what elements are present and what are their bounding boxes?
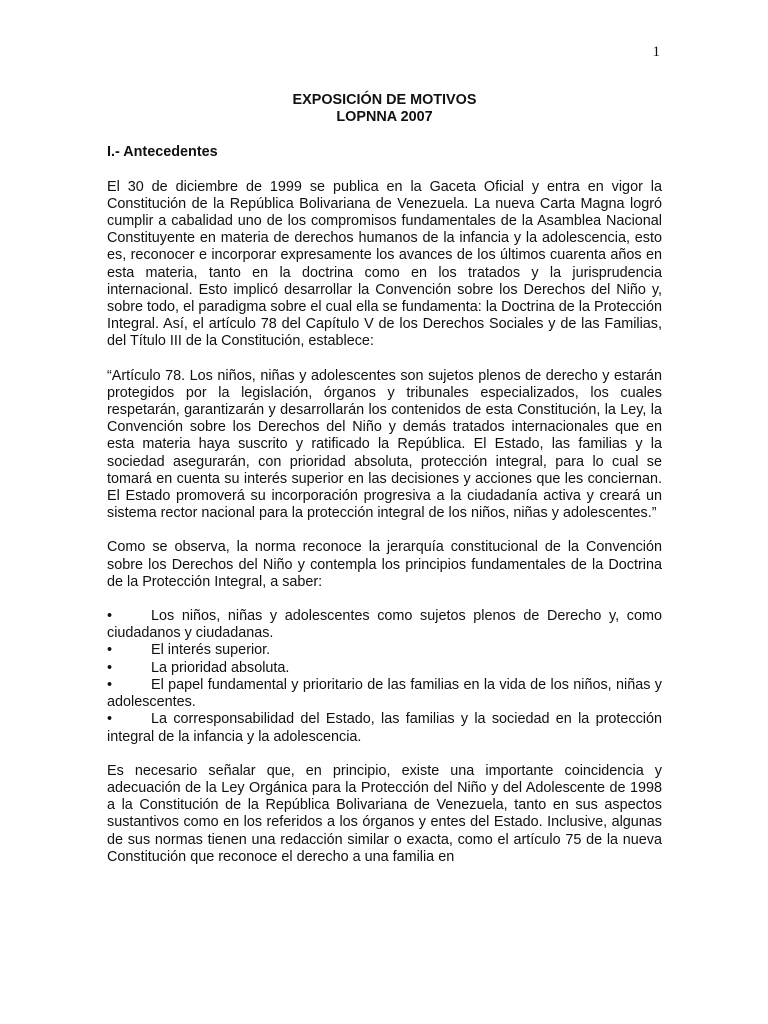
bullet-icon: • — [107, 642, 113, 659]
paragraph-closing: Es necesario señalar que, en principio, existe una importante coincidencia y adecuación de la Ley Orgánica para la Protección del Niño y del Adolescente de 1998 a la Constitución de la República Bolivariana de Venezuela, tanto en sus aspectos sustantivos como en los referidos a los órganos y entes del Estado. Inclusive, algunas de sus normas tienen una redacción similar o exacta, como el artículo 75 de la nueva Constitución que reconoce el derecho a una familia en — [107, 762, 662, 865]
list-item-text: Los niños, niñas y adolescentes como sujetos plenos de Derecho y, como ciudadanos y ciudadanas. — [107, 608, 662, 642]
document-subtitle: LOPNNA 2007 — [336, 109, 433, 126]
list-item-text: El interés superior. — [151, 642, 271, 659]
bullet-icon: • — [107, 711, 113, 728]
paragraph-intro: El 30 de diciembre de 1999 se publica en la Gaceta Oficial y entra en vigor la Constitución de la República Bolivariana de Venezuela. La nueva Carta Magna logró cumplir a cabalidad uno de los compromisos fundamentales de la Asamblea Nacional Constituyente en materia de derechos humanos de la infancia y la adolescencia, esto es, reconocer e incorporar expresamente los avances de los últimos cuarenta años en esta materia, tanto en la doctrina como en los tratados y la jurisprudencia internacional. Esto implicó desarrollar la Convención sobre los Derechos del Niño y, sobre todo, el paradigma sobre el cual ella se fundamenta: la Doctrina de la Protección Integral. Así, el artículo 78 del Capítulo V de los Derechos Sociales y de las Familias, del Título III de la Constitución, establece: — [107, 178, 662, 350]
paragraph-article-78-quote: “Artículo 78. Los niños, niñas y adolescentes son sujetos plenos de derecho y estarán protegidos por la legislación, órganos y tribunales especializados, los cuales respetarán, garantizarán y desarrollarán los contenidos de esta Constitución, la Ley, la Convención sobre los Derechos del Niño y demás tratados internacionales que en esta materia haya suscrito y ratificado la República. El Estado, las familias y la sociedad asegurarán, con prioridad absoluta, protección integral, para lo cual se tomará en cuenta su interés superior en las decisiones y acciones que les conciernan. El Estado promoverá su incorporación progresiva a la ciudadanía activa y creará un sistema rector nacional para la protección integral de los niños, niñas y adolescentes.” — [107, 367, 662, 522]
bullet-icon: • — [107, 659, 113, 676]
document-title: EXPOSICIÓN DE MOTIVOS — [292, 92, 477, 108]
list-item-text: La corresponsabilidad del Estado, las familias y la sociedad en la protección integral de la infancia y la adolescencia. — [107, 711, 662, 745]
list-item — [107, 677, 662, 711]
list-item-text: El papel fundamental y prioritario de las familias en la vida de los niños, niñas y adolescentes. — [107, 676, 662, 711]
bullet-icon: • — [107, 608, 113, 625]
page-number: 1 — [652, 44, 660, 60]
principles-list — [107, 608, 662, 746]
section-heading: I.- Antecedentes — [107, 144, 218, 161]
paragraph-principles-intro: Como se observa, la norma reconoce la jerarquía constitucional de la Convención sobre los Derechos del Niño y contempla los principios fundamentales de la Doctrina de la Protección Integral, a saber: — [107, 539, 662, 590]
document-body — [107, 92, 662, 866]
list-item — [107, 642, 662, 659]
list-item-text: La prioridad absoluta. — [151, 659, 290, 676]
bullet-icon: • — [107, 676, 113, 693]
list-item — [107, 660, 662, 677]
list-item — [107, 711, 662, 745]
list-item — [107, 608, 662, 642]
